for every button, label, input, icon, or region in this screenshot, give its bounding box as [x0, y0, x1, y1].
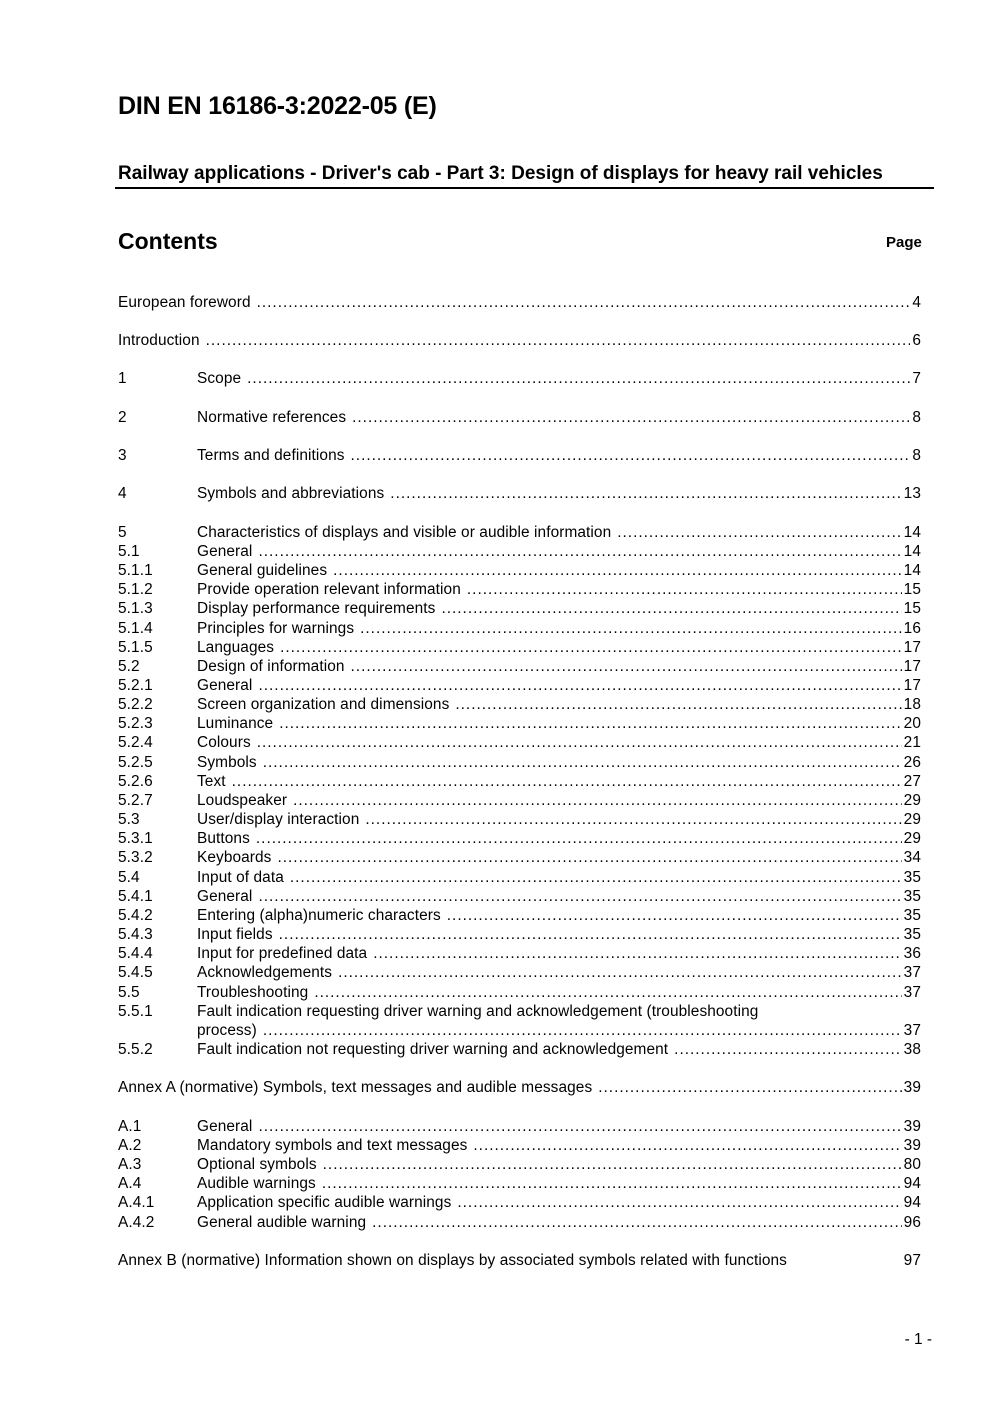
toc-entry[interactable]: 5.2.5 Symbols ..... 26	[118, 753, 921, 772]
toc-entry[interactable]: 5.2.1 General ..... 17	[118, 676, 921, 695]
toc-entry[interactable]: Introduction ..... 6	[118, 331, 921, 350]
toc-entry[interactable]: 5.1.4 Principles for warnings ..... 16	[118, 619, 921, 638]
toc-entry[interactable]: 5.5 Troubleshooting ..... 37	[118, 983, 921, 1002]
toc-entry[interactable]: 5.2 Design of information ..... 17	[118, 657, 921, 676]
toc-entry[interactable]: 4 Symbols and abbreviations ..... 13	[118, 484, 921, 503]
toc-entry[interactable]: 5.4.3 Input fields ..... 35	[118, 925, 921, 944]
toc-entry[interactable]: 5.2.3 Luminance ..... 20	[118, 714, 921, 733]
toc-entry[interactable]: A.4.1 Application specific audible warnings ..... 94	[118, 1193, 921, 1212]
toc-entry[interactable]: 2 Normative references ..... 8	[118, 408, 921, 427]
toc-entry[interactable]: A.4.2 General audible warning ..... 96	[118, 1213, 921, 1232]
toc-entry[interactable]: 5.1.3 Display performance requirements ..... 15	[118, 599, 921, 618]
toc-entry[interactable]: 5.1.5 Languages ..... 17	[118, 638, 921, 657]
toc-entry-multiline[interactable]: Fault indication requesting driver warning and acknowledgement (troubleshooting process) ..... 37	[197, 1002, 921, 1021]
toc-entry-annex-b[interactable]: Annex B (normative) Information shown on displays by associated symbols related with functions 97	[118, 1252, 921, 1269]
contents-heading: Contents	[118, 228, 218, 254]
toc-entry[interactable]: 5.3.1 Buttons ..... 29	[118, 829, 921, 848]
toc-entry[interactable]: 5.1.1 General guidelines ..... 14	[118, 561, 921, 580]
toc-entry[interactable]: 5.2.4 Colours ..... 21	[118, 733, 921, 752]
toc-entry[interactable]: A.2 Mandatory symbols and text messages ..... 39	[118, 1136, 921, 1155]
toc-entry[interactable]: 5.4.2 Entering (alpha)numeric characters ..... 35	[118, 906, 921, 925]
title-divider	[115, 187, 934, 189]
toc-entry[interactable]: 5.3.2 Keyboards ..... 34	[118, 848, 921, 867]
toc-entry[interactable]: 1 Scope ..... 7	[118, 369, 921, 388]
toc-entry[interactable]: 5.4.1 General ..... 35	[118, 887, 921, 906]
document-subtitle: Railway applications - Driver's cab - Part 3: Design of displays for heavy rail vehicles	[118, 163, 883, 184]
toc-entry[interactable]: 5.4 Input of data ..... 35	[118, 868, 921, 887]
toc-entry[interactable]: 5.2.2 Screen organization and dimensions ..... 18	[118, 695, 921, 714]
page-number: - 1 -	[904, 1331, 932, 1348]
toc-entry[interactable]: A.1 General ..... 39	[118, 1117, 921, 1136]
page-column-heading: Page	[886, 234, 922, 251]
toc-entry[interactable]: 5 Characteristics of displays and visible or audible information ..... 14	[118, 523, 921, 542]
toc-entry[interactable]: 5.5.2 Fault indication not requesting driver warning and acknowledgement ..... 38	[118, 1040, 921, 1059]
toc-entry[interactable]: 5.1.2 Provide operation relevant information ..... 15	[118, 580, 921, 599]
toc-entry[interactable]: 5.2.6 Text ..... 27	[118, 772, 921, 791]
toc-entry[interactable]: 5.4.4 Input for predefined data ..... 36	[118, 944, 921, 963]
document-title: DIN EN 16186-3:2022-05 (E)	[118, 92, 437, 120]
toc-entry[interactable]: European foreword ..... 4	[118, 293, 921, 312]
toc-entry[interactable]: 5.2.7 Loudspeaker ..... 29	[118, 791, 921, 810]
toc-entry[interactable]: 5.3 User/display interaction ..... 29	[118, 810, 921, 829]
toc-entry[interactable]: 5.5.1	[118, 1003, 153, 1020]
toc-entry[interactable]: 5.1 General ..... 14	[118, 542, 921, 561]
toc-entry[interactable]: A.3 Optional symbols ..... 80	[118, 1155, 921, 1174]
toc-entry[interactable]: 5.4.5 Acknowledgements ..... 37	[118, 963, 921, 982]
toc-entry[interactable]: A.4 Audible warnings ..... 94	[118, 1174, 921, 1193]
toc-entry-annex-a[interactable]: Annex A (normative) Symbols, text messages and audible messages ..... 39	[118, 1078, 921, 1097]
toc-entry[interactable]: 3 Terms and definitions ..... 8	[118, 446, 921, 465]
